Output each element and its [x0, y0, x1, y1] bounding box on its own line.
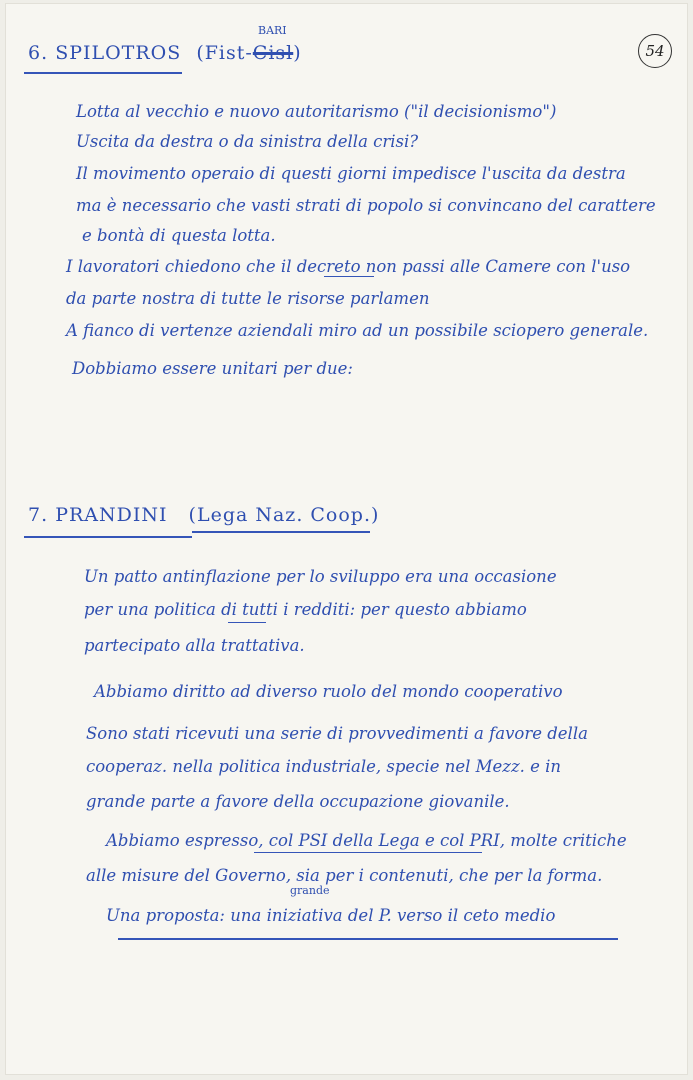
section-7-line: Abbiamo diritto ad diverso ruolo del mondo cooperativo — [94, 682, 563, 701]
section-6-line: da parte nostra di tutte le risorse parlamen — [66, 289, 430, 308]
page-number-circle — [638, 34, 672, 68]
section-6-org-struck: Cisl — [252, 42, 294, 64]
section-6-line: I lavoratori chiedono che il decreto non passi alle Camere con l'uso — [66, 257, 631, 276]
section-7-line: alle misure del Governo, sia per i contenuti, che per la forma. — [86, 866, 603, 885]
section-6-number: 6. — [28, 42, 49, 64]
section-7-line: partecipato alla trattativa. — [84, 636, 305, 655]
section-7-line: per una politica di tutti i redditi: per questo abbiamo — [84, 600, 527, 619]
section-6-insert: BARI — [258, 24, 287, 37]
section-6-line: ma è necessario che vasti strati di popolo si convincano del carattere — [76, 196, 656, 215]
section-6-line: Dobbiamo essere unitari per due: — [72, 359, 353, 378]
decreto-underline — [324, 276, 374, 277]
col-psi-underline — [254, 852, 482, 853]
section-6-org-suffix: ) — [293, 42, 302, 64]
section-7-org: (Lega Naz. Coop.) — [188, 504, 380, 526]
section-6-heading — [28, 42, 302, 64]
section-6-line: Uscita da destra o da sinistra della crisi? — [76, 132, 419, 151]
section-7-number: 7. — [28, 504, 49, 526]
section-7-line: grande parte a favore della occupazione giovanile. — [86, 792, 510, 811]
section-7-insert: grande — [290, 884, 330, 897]
section-7-org-underline — [192, 531, 370, 533]
section-6-org-prefix: (Fist- — [196, 42, 253, 64]
section-6-speaker: SPILOTROS — [55, 42, 182, 64]
section-7-heading-underline — [24, 536, 192, 538]
section-7-line: cooperaz. nella politica industriale, specie nel Mezz. e in — [86, 757, 562, 776]
section-7-line: Una proposta: una iniziativa del P. verso il ceto medio — [106, 906, 556, 925]
section-6-heading-underline — [24, 72, 182, 74]
handwritten-page — [6, 4, 687, 1074]
page-number: 54 — [645, 42, 665, 60]
section-7-line: Un patto antinflazione per lo sviluppo era una occasione — [84, 567, 557, 586]
section-7-heading — [28, 504, 379, 526]
section-7-line: Abbiamo espresso, col PSI della Lega e col PRI, molte critiche — [106, 831, 627, 850]
section-6-line: Il movimento operaio di questi giorni impedisce l'uscita da destra — [76, 164, 626, 183]
section-6-line: e bontà di questa lotta. — [82, 226, 276, 245]
tutti-underline — [228, 622, 266, 623]
section-7-final-underline — [118, 938, 618, 940]
section-7-speaker: PRANDINI — [55, 504, 168, 526]
section-7-line: Sono stati ricevuti una serie di provvedimenti a favore della — [86, 724, 588, 743]
section-6-line: A fianco di vertenze aziendali miro ad un possibile sciopero generale. — [66, 321, 649, 340]
section-6-line: Lotta al vecchio e nuovo autoritarismo ("il decisionismo") — [76, 102, 557, 121]
